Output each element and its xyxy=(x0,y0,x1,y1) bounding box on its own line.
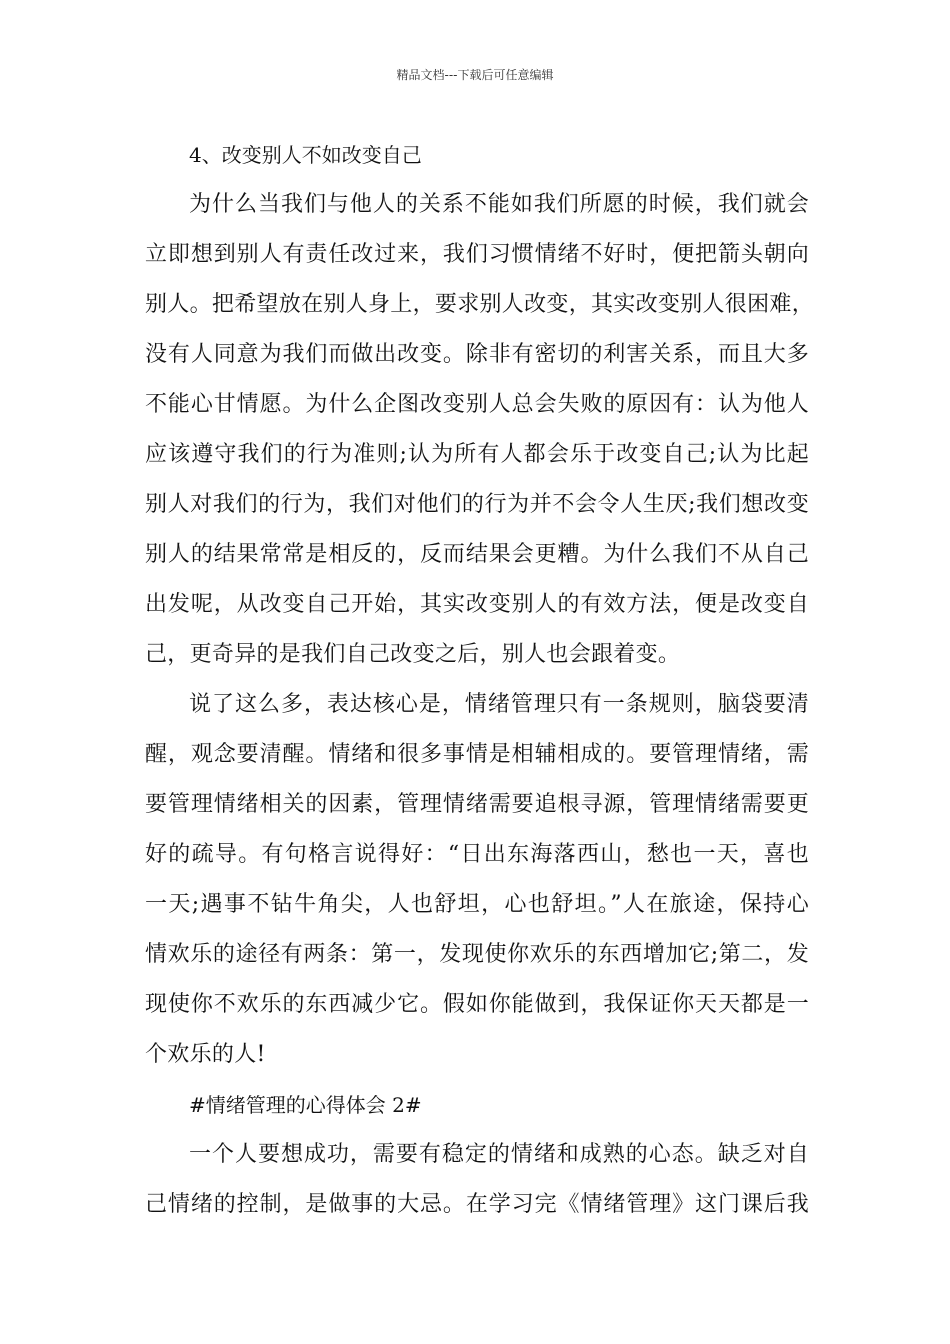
paragraph-line: 醒，观念要清醒。情绪和很多事情是相辅相成的。要管理情绪，需 xyxy=(145,742,809,767)
paragraph-line: 己，更奇异的是我们自己改变之后，别人也会跟着变。 xyxy=(145,642,681,667)
paragraph-line: 出发呢，从改变自己开始，其实改变别人的有效方法，便是改变自 xyxy=(145,592,809,617)
paragraph-line: 说了这么多，表达核心是，情绪管理只有一条规则，脑袋要清 xyxy=(189,692,809,717)
paragraph-line: 一天;遇事不钻牛角尖，人也舒坦，心也舒坦。”人在旅途，保持心 xyxy=(145,892,809,917)
paragraph-change-self xyxy=(145,180,815,680)
paragraph-line: 一个人要想成功，需要有稳定的情绪和成熟的心态。缺乏对自 xyxy=(189,1142,809,1167)
paragraph-line: 没有人同意为我们而做出改变。除非有密切的利害关系，而且大多 xyxy=(145,342,809,367)
document-body xyxy=(145,130,815,1230)
document-header-note: 精品文档---下载后可任意编辑 xyxy=(396,68,554,82)
paragraph-line: 立即想到别人有责任改过来，我们习惯情绪不好时，便把箭头朝向 xyxy=(145,242,809,267)
paragraph-line: 情欢乐的途径有两条：第一，发现使你欢乐的东西增加它;第二，发 xyxy=(145,942,809,967)
paragraph-line: 己情绪的控制，是做事的大忌。在学习完《情绪管理》这门课后我 xyxy=(145,1192,809,1217)
paragraph-line: 不能心甘情愿。为什么企图改变别人总会失败的原因有：认为他人 xyxy=(145,392,809,417)
paragraph-line: 个欢乐的人! xyxy=(145,1042,266,1067)
paragraph-line: 别人的结果常常是相反的，反而结果会更糟。为什么我们不从自己 xyxy=(145,542,809,567)
section-heading: 4、改变别人不如改变自己 xyxy=(189,143,422,167)
paragraph-line: 别人。把希望放在别人身上，要求别人改变，其实改变别人很困难， xyxy=(145,292,815,317)
paragraph-line: 要管理情绪相关的因素，管理情绪需要追根寻源，管理情绪需要更 xyxy=(145,792,809,817)
paragraph-summary xyxy=(145,680,809,1080)
paragraph-intro-2 xyxy=(145,1130,809,1230)
paragraph-line: 别人对我们的行为，我们对他们的行为并不会令人生厌;我们想改变 xyxy=(145,492,809,517)
paragraph-line: 应该遵守我们的行为准则;认为所有人都会乐于改变自己;认为比起 xyxy=(145,442,809,467)
paragraph-line: 好的疏导。有句格言说得好：“日出东海落西山，愁也一天，喜也 xyxy=(145,842,809,867)
paragraph-line: 为什么当我们与他人的关系不能如我们所愿的时候，我们就会 xyxy=(189,192,809,217)
subheading-experience-2: #情绪管理的心得体会 2# xyxy=(189,1093,422,1117)
paragraph-line: 现使你不欢乐的东西减少它。假如你能做到，我保证你天天都是一 xyxy=(145,992,809,1017)
